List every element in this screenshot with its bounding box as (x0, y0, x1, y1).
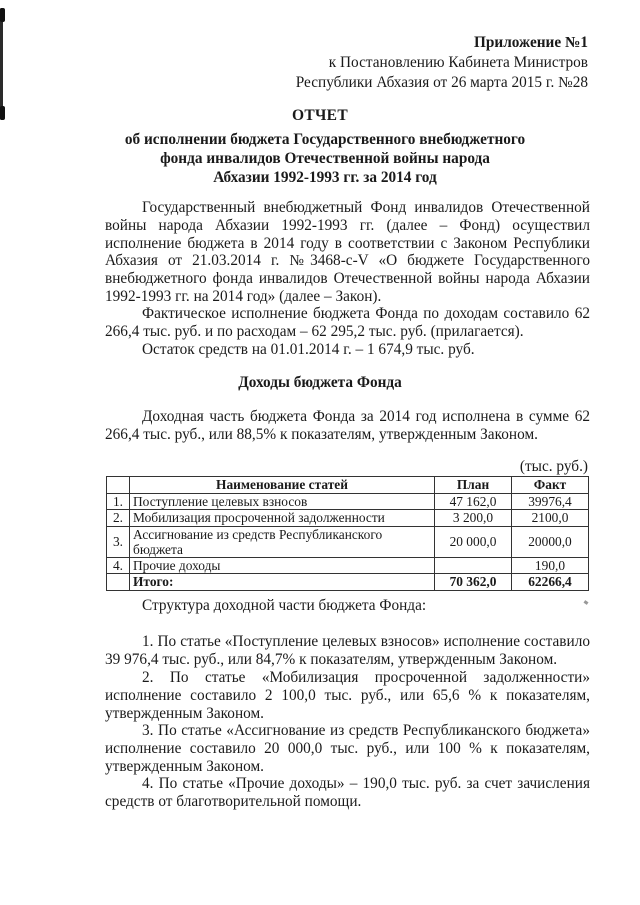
header-fact: Факт (512, 477, 589, 494)
structure-item-1 (105, 633, 590, 669)
document-subtitle (100, 130, 550, 187)
intro-p1-text: Государственный внебюджетный Фонд инвалидов Отечественной войны народа Абхазии 1992-1993 гг. (далее – Фонд) осуществил исполнение бюджета в 2014 году в соответствии с Законом Республики Абхазия от 21.03.2014 г. №3468-с-V «О бюджете Государственного внебюджетного фонда инвалидов Отечественной войны народа Абхазии 1992-1993 гг. на 2014 год» (далее – Закон). (105, 199, 590, 305)
row-num: 4. (107, 557, 130, 574)
table-row (107, 493, 589, 510)
row-name: Мобилизация просроченной задолженности (130, 510, 435, 527)
row-fact: 20000,0 (512, 526, 589, 557)
row-plan: 20 000,0 (435, 526, 512, 557)
total-plan: 70 362,0 (435, 574, 512, 591)
row-num: 3. (107, 526, 130, 557)
structure-item-2 (105, 669, 590, 722)
table-total-row (107, 574, 589, 591)
subtitle-line1: об исполнении бюджета Государственного внебюджетного (124, 131, 526, 148)
row-name: Прочие доходы (130, 557, 435, 574)
intro-p3-text: Остаток средств на 01.01.2014 г. – 1 674,9 тыс. руб. (142, 341, 475, 358)
intro-paragraph-2 (105, 305, 590, 341)
structure-item-text: 3. По статье «Ассигнование из средств Республиканского бюджета» исполнение составило 20 000,0 тыс. руб., или 100 % к показателям, утвержденным Законом. (105, 722, 590, 775)
appendix-line2: к Постановлению Кабинета Министров (328, 54, 588, 71)
header-num (107, 477, 130, 494)
structure-item-text: 2. По статье «Мобилизация просроченной задолженности» исполнение составило 2 100,0 тыс. руб., или 65,6 % к показателям, утвержденным Законом. (105, 669, 590, 722)
total-fact: 62266,4 (512, 574, 589, 591)
units-label: (тыс. руб.) (519, 458, 588, 475)
intro-p2-text: Фактическое исполнение бюджета Фонда по доходам составило 62 266,4 тыс. руб. и по расходам – 62 295,2 тыс. руб. (прилагается). (105, 305, 590, 340)
row-fact: 2100,0 (512, 510, 589, 527)
structure-heading (105, 597, 590, 615)
subtitle-line3: Абхазии 1992-1993 гг. за 2014 год (213, 169, 437, 186)
header-plan: План (435, 477, 512, 494)
row-plan (435, 557, 512, 574)
row-name: Поступление целевых взносов (130, 493, 435, 510)
structure-item-text: 4. По статье «Прочие доходы» – 190,0 тыс. руб. за счет зачисления средств от благотворительной помощи. (105, 775, 590, 810)
intro-paragraph-1 (105, 199, 590, 306)
income-table (106, 476, 589, 591)
row-fact: 190,0 (512, 557, 589, 574)
document-title: ОТЧЕТ (292, 107, 348, 124)
row-plan: 47 162,0 (435, 493, 512, 510)
total-num (107, 574, 130, 591)
total-name: Итого: (130, 574, 435, 591)
table-row (107, 557, 589, 574)
structure-item-3 (105, 722, 590, 775)
row-plan: 3 200,0 (435, 510, 512, 527)
table-header-row (107, 477, 589, 494)
income-section-title: Доходы бюджета Фонда (238, 374, 402, 391)
intro-paragraph-3 (105, 341, 590, 359)
appendix-header (296, 33, 588, 93)
income-summary-text: Доходная часть бюджета Фонда за 2014 год исполнена в сумме 62 266,4 тыс. руб., или 88,5% к показателям, утвержденным Законом. (105, 408, 590, 443)
table-row (107, 510, 589, 527)
row-fact: 39976,4 (512, 493, 589, 510)
structure-heading-text: Структура доходной части бюджета Фонда: (142, 597, 427, 614)
appendix-label: Приложение №1 (473, 34, 588, 51)
table-row (107, 526, 589, 557)
income-summary (105, 408, 590, 444)
row-num: 1. (107, 493, 130, 510)
row-num: 2. (107, 510, 130, 527)
row-name: Ассигнование из средств Республиканского бюджета (130, 526, 435, 557)
structure-item-text: 1. По статье «Поступление целевых взносов» исполнение составило 39 976,4 тыс. руб., или 84,7% к показателям, утвержденным Законом. (105, 633, 590, 668)
appendix-line3: Республики Абхазия от 26 марта 2015 г. №28 (295, 74, 588, 91)
structure-item-4 (105, 775, 590, 811)
scan-binding-mark (0, 8, 3, 120)
header-name: Наименование статей (130, 477, 435, 494)
subtitle-line2: фонда инвалидов Отечественной войны народа (160, 150, 490, 167)
